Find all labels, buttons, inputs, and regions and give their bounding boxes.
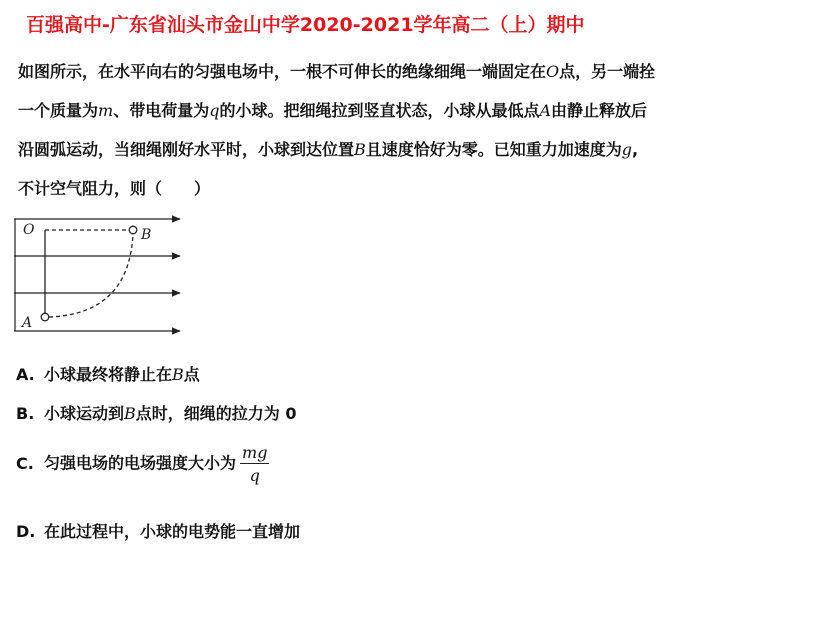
label-b: B bbox=[141, 227, 152, 243]
option-b-tail: 点时，细绳的拉力为 0 bbox=[135, 404, 297, 423]
question-line-4: 不计空气阻力，则（ ） bbox=[18, 179, 211, 198]
option-b-var: B bbox=[124, 404, 136, 423]
option-d-label: D. bbox=[16, 522, 36, 541]
ball-at-a bbox=[41, 313, 49, 321]
option-a-label: A. bbox=[16, 365, 35, 384]
gravity-symbol: g bbox=[621, 140, 633, 159]
label-o: O bbox=[23, 222, 35, 238]
option-c-label: C. bbox=[16, 453, 34, 473]
question-line-1 bbox=[18, 52, 818, 91]
page-title: 百强高中-广东省汕头市金山中学2020-2021学年高二（上）期中 bbox=[26, 14, 585, 36]
option-d-text: 在此过程中，小球的电势能一直增加 bbox=[44, 522, 301, 541]
option-b bbox=[16, 401, 297, 424]
option-a bbox=[16, 362, 200, 385]
question-text: 点，另一端拴 bbox=[559, 62, 656, 81]
question-text: 由静止释放后 bbox=[551, 101, 648, 120]
question-line-2 bbox=[18, 91, 818, 130]
question-line-3 bbox=[18, 130, 818, 169]
question-text: 一个质量为 bbox=[18, 101, 99, 120]
field-diagram bbox=[12, 213, 192, 343]
option-b-text: 小球运动到 bbox=[44, 404, 125, 423]
ball-at-b bbox=[129, 226, 137, 234]
option-d bbox=[16, 519, 300, 542]
question-text: 的小球。把细绳拉到竖直状态，小球从最低点 bbox=[219, 101, 540, 120]
option-a-text: 小球最终将静止在 bbox=[44, 365, 173, 384]
point-b-symbol: B bbox=[354, 140, 366, 159]
label-a: A bbox=[22, 315, 33, 331]
question-text: , bbox=[632, 140, 639, 159]
option-a-tail: 点 bbox=[183, 365, 200, 384]
fraction-denominator: q bbox=[249, 466, 260, 485]
option-a-var: B bbox=[172, 365, 184, 384]
question-text: 、带电荷量为 bbox=[113, 101, 210, 120]
point-o-symbol: O bbox=[546, 62, 560, 81]
question-text: 且速度恰好为零。已知重力加速度为 bbox=[365, 140, 622, 159]
fraction-numerator: mg bbox=[242, 443, 268, 462]
option-b-label: B. bbox=[16, 404, 35, 423]
question-text: 如图所示，在水平向右的匀强电场中，一根不可伸长的绝缘细绳一端固定在 bbox=[18, 62, 547, 81]
option-c-text: 匀强电场的电场强度大小为 bbox=[44, 453, 237, 473]
option-c bbox=[16, 443, 269, 485]
charge-symbol: q bbox=[209, 101, 220, 120]
point-a-symbol: A bbox=[539, 101, 552, 120]
arc-path-dashed bbox=[49, 234, 133, 317]
question-text: 沿圆弧运动，当细绳刚好水平时，小球到达位置 bbox=[18, 140, 355, 159]
question-stem bbox=[18, 52, 818, 208]
field-strength-fraction bbox=[240, 443, 269, 485]
mass-symbol: m bbox=[98, 101, 114, 120]
